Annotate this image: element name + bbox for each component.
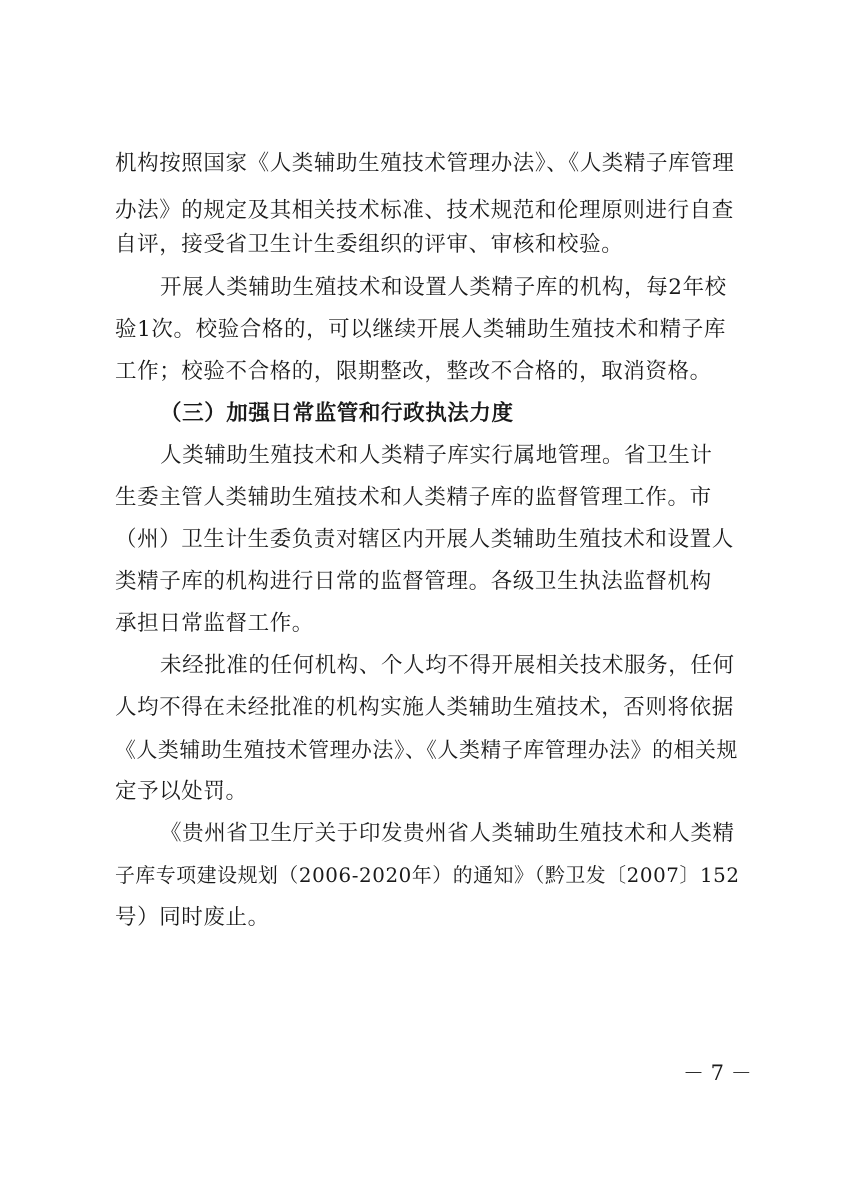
paragraph-2-line-1: 开展人类辅助生殖技术和设置人类精子库的机构，每2年校 (160, 275, 727, 300)
paragraph-3-line-1: 人类辅助生殖技术和人类精子库实行属地管理。省卫生计 (160, 443, 713, 468)
paragraph-1-line-1: 机构按照国家《人类辅助生殖技术管理办法》、《人类精子库管理 (115, 151, 735, 176)
paragraph-5-line-2: 子库专项建设规划（2006-2020年）的通知》（黔卫发〔2007〕152 (115, 864, 740, 887)
paragraph-5-line-3: 号）同时废止。 (115, 905, 270, 930)
page-number: － 7 － (683, 1061, 752, 1085)
paragraph-4-line-3: 《人类辅助生殖技术管理办法》、《人类精子库管理办法》的相关规 (115, 738, 738, 762)
paragraph-2-line-3: 工作；校验不合格的，限期整改，整改不合格的，取消资格。 (115, 359, 712, 384)
paragraph-4-line-4: 定予以处罚。 (115, 779, 248, 804)
paragraph-3-line-5: 承担日常监督工作。 (115, 611, 314, 636)
paragraph-1-line-2: 办法》的规定及其相关技术标准、技术规范和伦理原则进行自查 (115, 198, 734, 223)
paragraph-1-line-3: 自评，接受省卫生计生委组织的评审、审核和校验。 (115, 232, 624, 257)
paragraph-3-line-2: 生委主管人类辅助生殖技术和人类精子库的监督管理工作。市 (115, 485, 712, 510)
section-heading: （三）加强日常监管和行政执法力度 (160, 401, 514, 426)
paragraph-3-line-4: 类精子库的机构进行日常的监督管理。各级卫生执法监督机构 (115, 569, 712, 594)
paragraph-4-line-2: 人均不得在未经批准的机构实施人类辅助生殖技术，否则将依据 (115, 695, 734, 720)
paragraph-3-line-3: （州）卫生计生委负责对辖区内开展人类辅助生殖技术和设置人 (115, 527, 734, 552)
paragraph-2-line-2: 验1次。校验合格的，可以继续开展人类辅助生殖技术和精子库 (115, 317, 726, 342)
paragraph-5-line-1: 《贵州省卫生厅关于印发贵州省人类辅助生殖技术和人类精 (160, 821, 735, 846)
paragraph-4-line-1: 未经批准的任何机构、个人均不得开展相关技术服务，任何 (160, 653, 735, 678)
